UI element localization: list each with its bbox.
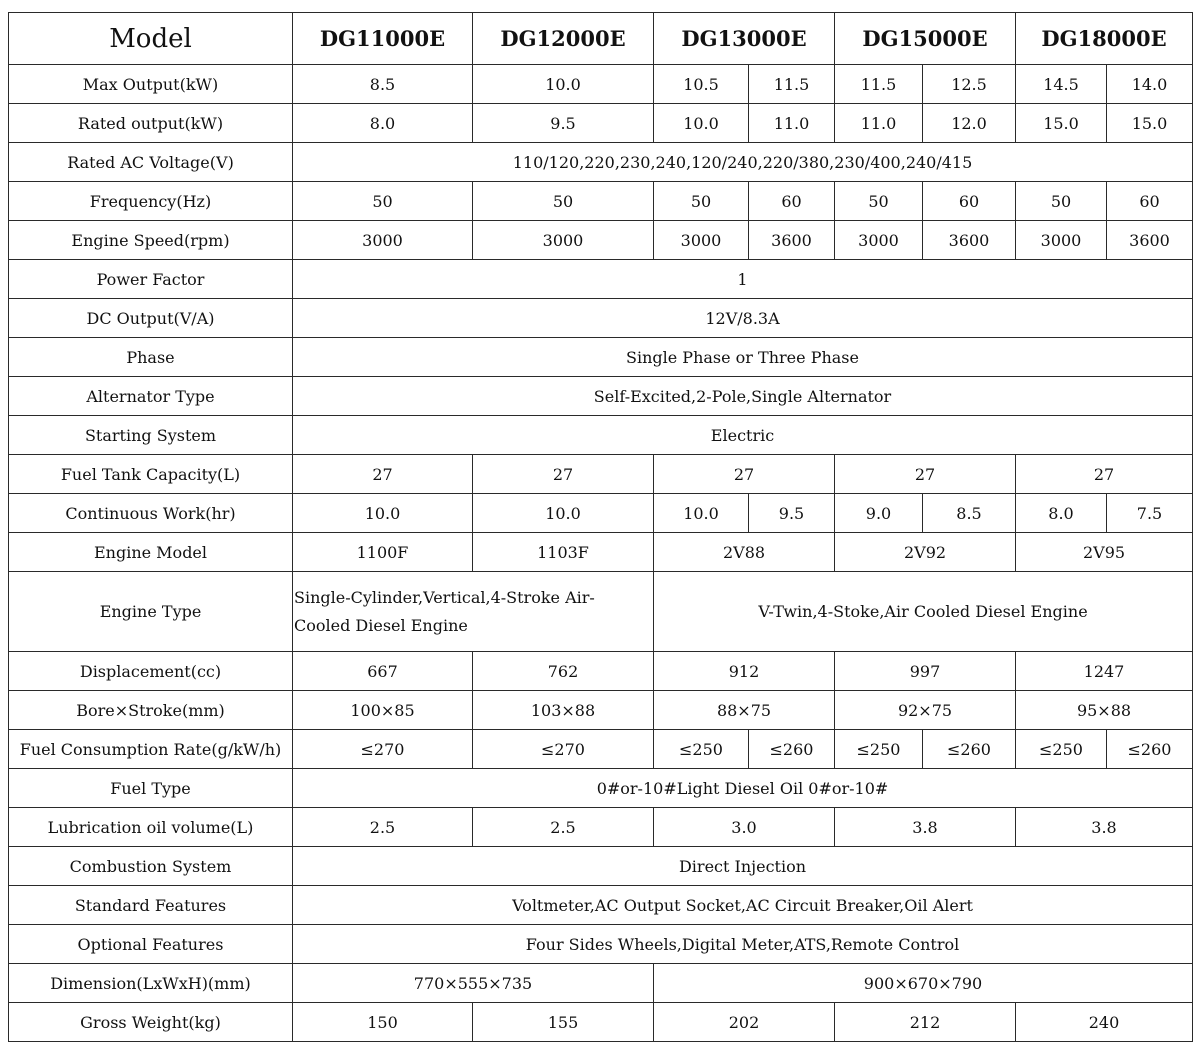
cell: Voltmeter,AC Output Socket,AC Circuit Breaker,Oil Alert <box>293 886 1193 925</box>
cell: Single-Cylinder,Vertical,4-Stroke Air-Cooled Diesel Engine <box>293 572 654 652</box>
row-label: Frequency(Hz) <box>9 182 293 221</box>
cell: 10.5 <box>654 65 749 104</box>
cell: 12V/8.3A <box>293 299 1193 338</box>
row-optional-features <box>9 925 1193 964</box>
cell: 212 <box>835 1003 1016 1042</box>
cell: 3.8 <box>1016 808 1193 847</box>
cell: 2V88 <box>654 533 835 572</box>
cell: 667 <box>293 652 473 691</box>
cell: ≤260 <box>749 730 835 769</box>
row-engine-model <box>9 533 1193 572</box>
row-label: Engine Model <box>9 533 293 572</box>
cell: Self-Excited,2-Pole,Single Alternator <box>293 377 1193 416</box>
row-label: Engine Speed(rpm) <box>9 221 293 260</box>
cell: 11.0 <box>835 104 923 143</box>
cell: Four Sides Wheels,Digital Meter,ATS,Remote Control <box>293 925 1193 964</box>
cell: 10.0 <box>473 494 654 533</box>
cell: ≤250 <box>654 730 749 769</box>
model-dg12000e: DG12000E <box>473 13 654 65</box>
row-label: Gross Weight(kg) <box>9 1003 293 1042</box>
cell: V-Twin,4-Stoke,Air Cooled Diesel Engine <box>654 572 1193 652</box>
cell: 100×85 <box>293 691 473 730</box>
row-engine-type <box>9 572 1193 652</box>
cell: 8.5 <box>923 494 1016 533</box>
cell: ≤260 <box>923 730 1016 769</box>
cell: 60 <box>923 182 1016 221</box>
cell: ≤270 <box>293 730 473 769</box>
cell: 27 <box>654 455 835 494</box>
cell: 50 <box>293 182 473 221</box>
row-label: Max Output(kW) <box>9 65 293 104</box>
row-rated-ac-voltage <box>9 143 1193 182</box>
cell: 9.5 <box>473 104 654 143</box>
model-dg13000e: DG13000E <box>654 13 835 65</box>
cell: 14.0 <box>1107 65 1193 104</box>
row-label: Rated output(kW) <box>9 104 293 143</box>
cell: 2V95 <box>1016 533 1193 572</box>
cell: 155 <box>473 1003 654 1042</box>
row-label: Phase <box>9 338 293 377</box>
model-dg18000e: DG18000E <box>1016 13 1193 65</box>
model-dg15000e: DG15000E <box>835 13 1016 65</box>
cell: 11.5 <box>835 65 923 104</box>
cell: 50 <box>835 182 923 221</box>
cell: 50 <box>1016 182 1107 221</box>
row-bore-stroke <box>9 691 1193 730</box>
cell: Direct Injection <box>293 847 1193 886</box>
cell: 770×555×735 <box>293 964 654 1003</box>
cell: 8.0 <box>1016 494 1107 533</box>
row-label: Power Factor <box>9 260 293 299</box>
cell: 27 <box>293 455 473 494</box>
cell: 3600 <box>749 221 835 260</box>
cell: 9.0 <box>835 494 923 533</box>
cell: 60 <box>1107 182 1193 221</box>
cell: 150 <box>293 1003 473 1042</box>
model-label: Model <box>9 13 293 65</box>
cell: 11.0 <box>749 104 835 143</box>
cell: 0#or-10#Light Diesel Oil 0#or-10# <box>293 769 1193 808</box>
row-rated-output <box>9 104 1193 143</box>
cell: 50 <box>654 182 749 221</box>
cell: 12.5 <box>923 65 1016 104</box>
cell: 92×75 <box>835 691 1016 730</box>
spec-table <box>8 12 1193 1042</box>
cell: 10.0 <box>654 494 749 533</box>
row-frequency <box>9 182 1193 221</box>
cell: 1100F <box>293 533 473 572</box>
row-label: Optional Features <box>9 925 293 964</box>
cell: Single Phase or Three Phase <box>293 338 1193 377</box>
row-fuel-tank-capacity <box>9 455 1193 494</box>
cell: 900×670×790 <box>654 964 1193 1003</box>
row-label: Fuel Consumption Rate(g/kW/h) <box>9 730 293 769</box>
row-label: Bore×Stroke(mm) <box>9 691 293 730</box>
cell: 10.0 <box>654 104 749 143</box>
cell: Electric <box>293 416 1193 455</box>
cell: 8.0 <box>293 104 473 143</box>
cell: ≤270 <box>473 730 654 769</box>
cell: 1103F <box>473 533 654 572</box>
cell: 997 <box>835 652 1016 691</box>
cell: 14.5 <box>1016 65 1107 104</box>
row-lubrication-oil-volume <box>9 808 1193 847</box>
model-dg11000e: DG11000E <box>293 13 473 65</box>
cell: 3000 <box>473 221 654 260</box>
row-label: Dimension(LxWxH)(mm) <box>9 964 293 1003</box>
cell: 2.5 <box>473 808 654 847</box>
row-label: Fuel Type <box>9 769 293 808</box>
cell: 3000 <box>293 221 473 260</box>
row-dimension <box>9 964 1193 1003</box>
cell: 762 <box>473 652 654 691</box>
row-label: Starting System <box>9 416 293 455</box>
row-label: DC Output(V/A) <box>9 299 293 338</box>
cell: 3000 <box>654 221 749 260</box>
cell: 7.5 <box>1107 494 1193 533</box>
cell: 50 <box>473 182 654 221</box>
cell: 3000 <box>835 221 923 260</box>
row-gross-weight <box>9 1003 1193 1042</box>
cell: 3600 <box>1107 221 1193 260</box>
cell: 240 <box>1016 1003 1193 1042</box>
cell: 2V92 <box>835 533 1016 572</box>
cell: 2.5 <box>293 808 473 847</box>
row-fuel-type <box>9 769 1193 808</box>
cell: 27 <box>835 455 1016 494</box>
cell: 60 <box>749 182 835 221</box>
cell: ≤250 <box>835 730 923 769</box>
cell: ≤250 <box>1016 730 1107 769</box>
cell: 912 <box>654 652 835 691</box>
row-phase <box>9 338 1193 377</box>
cell: 27 <box>473 455 654 494</box>
row-label: Fuel Tank Capacity(L) <box>9 455 293 494</box>
row-label: Lubrication oil volume(L) <box>9 808 293 847</box>
row-label: Continuous Work(hr) <box>9 494 293 533</box>
cell: 1247 <box>1016 652 1193 691</box>
row-max-output <box>9 65 1193 104</box>
cell: 103×88 <box>473 691 654 730</box>
cell: 10.0 <box>473 65 654 104</box>
row-dc-output <box>9 299 1193 338</box>
row-engine-speed <box>9 221 1193 260</box>
row-power-factor <box>9 260 1193 299</box>
row-standard-features <box>9 886 1193 925</box>
row-combustion-system <box>9 847 1193 886</box>
cell: 110/120,220,230,240,120/240,220/380,230/400,240/415 <box>293 143 1193 182</box>
header-row <box>9 13 1193 65</box>
row-fuel-consumption <box>9 730 1193 769</box>
cell: 3600 <box>923 221 1016 260</box>
cell: 11.5 <box>749 65 835 104</box>
cell: 3.8 <box>835 808 1016 847</box>
row-label: Engine Type <box>9 572 293 652</box>
row-label: Rated AC Voltage(V) <box>9 143 293 182</box>
cell: 88×75 <box>654 691 835 730</box>
cell: 95×88 <box>1016 691 1193 730</box>
cell: 9.5 <box>749 494 835 533</box>
cell: 27 <box>1016 455 1193 494</box>
row-label: Standard Features <box>9 886 293 925</box>
cell: 202 <box>654 1003 835 1042</box>
cell: 15.0 <box>1107 104 1193 143</box>
cell: 15.0 <box>1016 104 1107 143</box>
row-alternator-type <box>9 377 1193 416</box>
row-continuous-work <box>9 494 1193 533</box>
cell: 3000 <box>1016 221 1107 260</box>
cell: 12.0 <box>923 104 1016 143</box>
cell: 3.0 <box>654 808 835 847</box>
row-label: Displacement(cc) <box>9 652 293 691</box>
cell: 10.0 <box>293 494 473 533</box>
row-displacement <box>9 652 1193 691</box>
cell: 8.5 <box>293 65 473 104</box>
row-label: Alternator Type <box>9 377 293 416</box>
cell: 1 <box>293 260 1193 299</box>
row-label: Combustion System <box>9 847 293 886</box>
cell: ≤260 <box>1107 730 1193 769</box>
row-starting-system <box>9 416 1193 455</box>
